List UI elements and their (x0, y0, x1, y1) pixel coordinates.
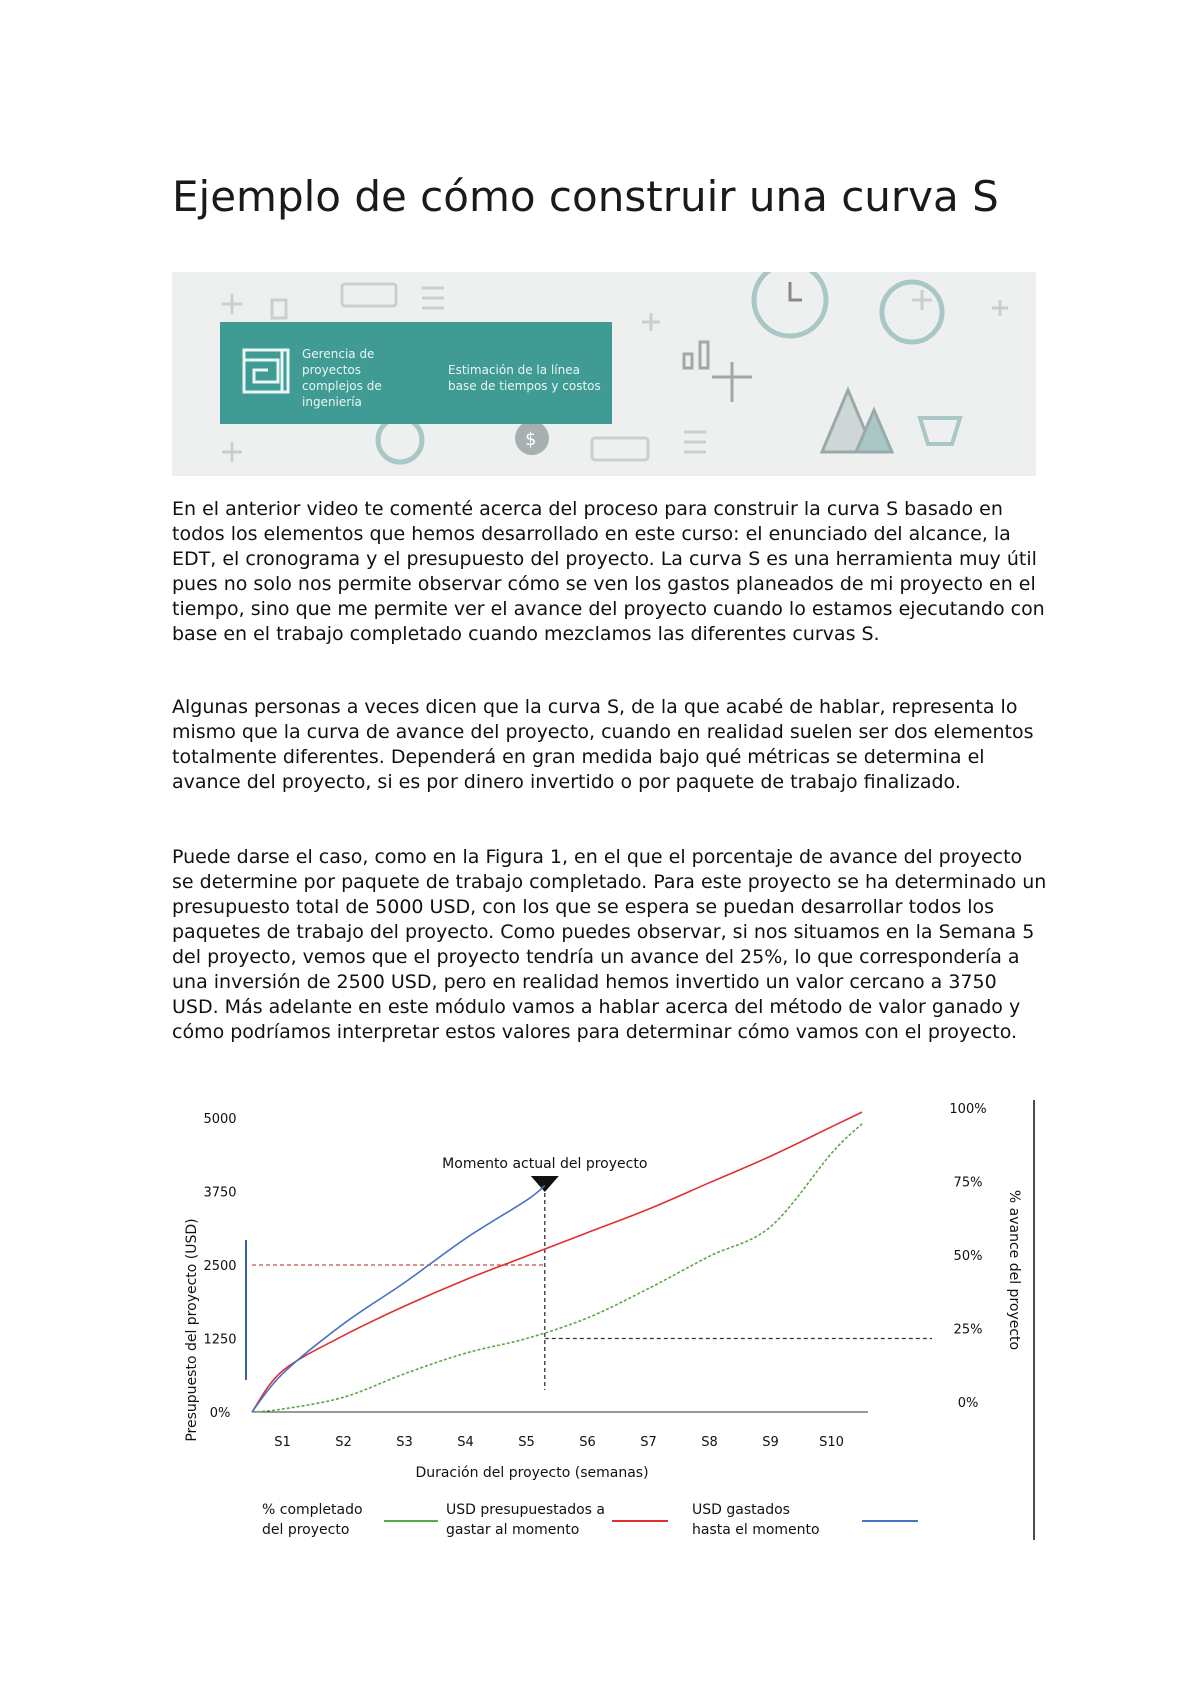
y2-tick-label: 0% (957, 1396, 979, 1411)
y2-tick-label: 25% (953, 1322, 983, 1338)
y2-tick-label: 100% (949, 1102, 987, 1117)
legend-label-budgeted: USD presupuestados a gastar al momento (446, 1502, 605, 1538)
banner-module-name: Estimación de la línea base de tiempos y costos (448, 363, 601, 393)
y-axis-label: Presupuesto del proyecto (USD) (184, 1218, 200, 1442)
x-tick-label: S9 (762, 1435, 779, 1450)
page-title: Ejemplo de cómo construir una curva S (172, 172, 999, 222)
x-tick-label: S6 (579, 1435, 596, 1450)
legend-swatch-completed (384, 1520, 438, 1522)
y2-tick-label: 50% (953, 1249, 983, 1264)
x-tick-label: S4 (457, 1435, 474, 1450)
x-tick-label: S3 (396, 1435, 413, 1450)
s-curve-figure (172, 1090, 1052, 1560)
banner-title-box (220, 322, 612, 424)
x-tick-label: S10 (819, 1435, 844, 1450)
x-axis-label: Duración del proyecto (semanas) (415, 1465, 649, 1481)
x-tick-label: S8 (701, 1435, 718, 1450)
s-curve-chart (172, 1090, 1052, 1560)
x-tick-label: S5 (518, 1435, 535, 1450)
legend-swatch-budgeted (612, 1520, 668, 1522)
y2-tick-label: 75% (953, 1175, 983, 1191)
y-tick-label: 5000 (203, 1112, 237, 1127)
banner-course-name: Gerencia de proyectos complejos de ingeniería (302, 347, 382, 409)
x-tick-label: S7 (640, 1435, 657, 1450)
y2-axis-label: % avance del proyecto (1006, 1189, 1022, 1351)
y-tick-label: 3750 (203, 1185, 237, 1201)
course-logo-icon (242, 348, 290, 394)
current-moment-marker (531, 1176, 559, 1192)
series-spent-line (252, 1186, 545, 1412)
y-tick-label: 0% (209, 1406, 231, 1421)
x-tick-label: S2 (335, 1435, 352, 1450)
legend-label-completed: % completado del proyecto (262, 1502, 363, 1538)
legend-swatch-spent (862, 1520, 918, 1522)
y-tick-label: 1250 (203, 1332, 237, 1348)
course-banner (172, 272, 1036, 476)
svg-text:$: $ (525, 429, 537, 450)
current-moment-label: Momento actual del proyecto (442, 1156, 648, 1172)
paragraph-2: Algunas personas a veces dicen que la curva S, de la que acabé de hablar, representa lo mismo que la curva de avance del proyecto, cuando en realidad suelen ser dos elementos totalmente diferentes. Dependerá en gran medida bajo qué métricas se determina el avance del proyecto, si es por dinero invertido o por paquete de trabajo finalizado. (172, 696, 1034, 793)
paragraph-1: En el anterior video te comenté acerca del proceso para construir la curva S basado en todos los elementos que hemos desarrollado en este curso: el enunciado del alcance, la EDT, el cronograma y el presupuesto del proyecto. La curva S es una herramienta muy útil pues no solo nos permite observar cómo se ven los gastos planeados de mi proyecto en el tiempo, sino que me permite ver el avance del proyecto cuando lo estamos ejecutando con base en el trabajo completado cuando mezclamos las diferentes curvas S. (172, 498, 1045, 645)
x-tick-label: S1 (274, 1435, 291, 1450)
y-tick-label: 2500 (203, 1259, 237, 1274)
paragraph-3: Puede darse el caso, como en la Figura 1, en el que el porcentaje de avance del proyecto se determine por paquete de trabajo completado. Para este proyecto se ha determinado un presupuesto total de 5000 USD, con los que se espera se puedan desarrollar todos los paquetes de trabajo del proyecto. Como puedes observar, si nos situamos en la Semana 5 del proyecto, vemos que el proyecto tendría un avance del 25%, lo que correspondería a una inversión de 2500 USD, pero en realidad hemos invertido un valor cercano a 3750 USD. Más adelante en este módulo vamos a hablar acerca del método de valor ganado y cómo podríamos interpretar estos valores para determinar cómo vamos con el proyecto. (172, 846, 1047, 1043)
legend-label-spent: USD gastados hasta el momento (692, 1502, 820, 1538)
